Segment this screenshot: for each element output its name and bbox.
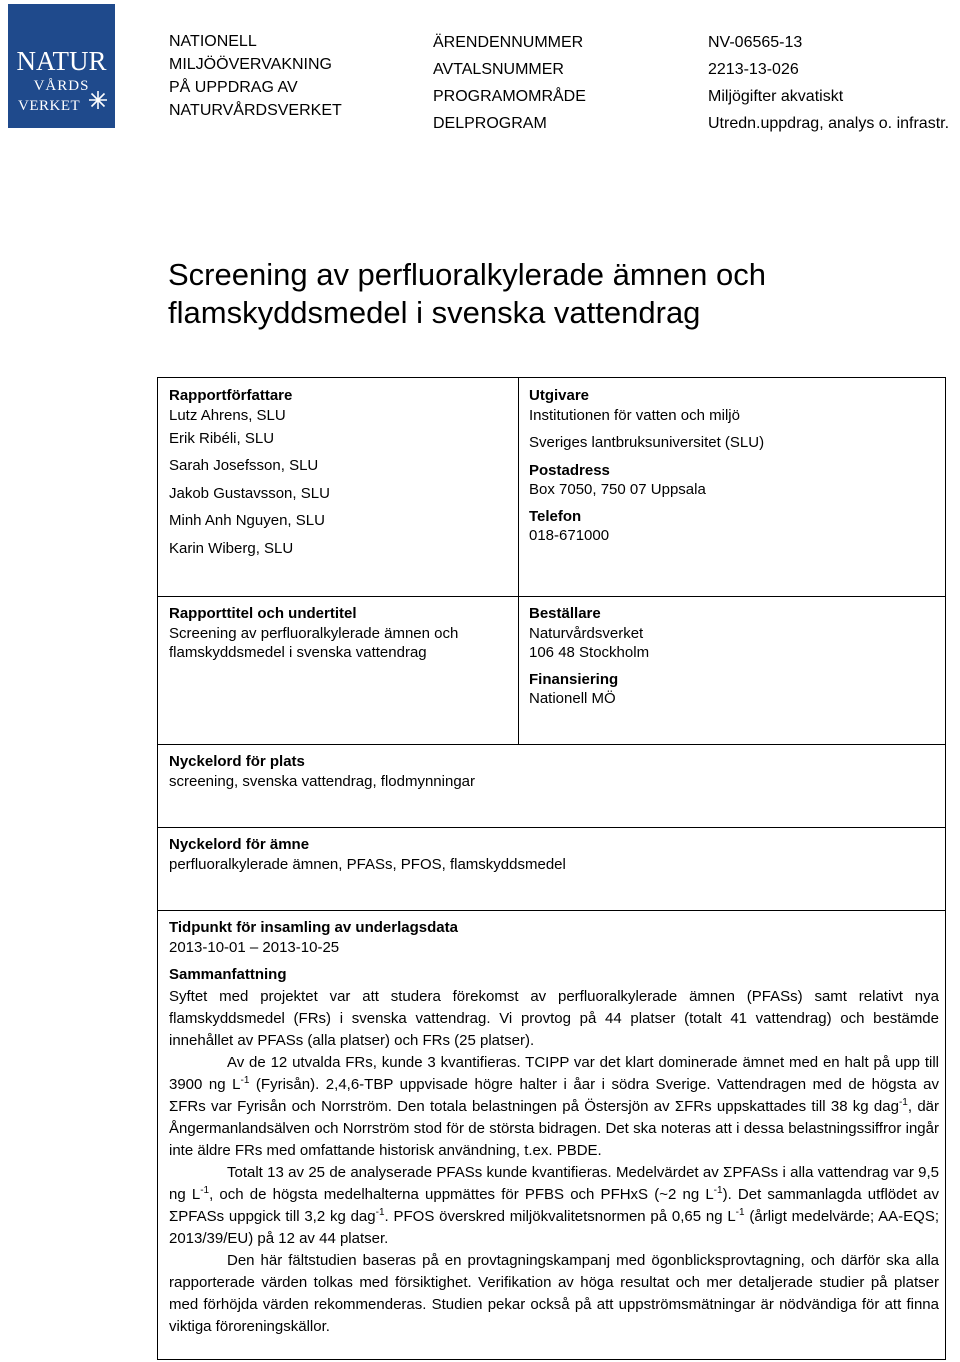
client-line: 106 48 Stockholm: [529, 644, 650, 661]
logo-line-2: VÅRDS: [33, 78, 90, 94]
address-label: Postadress: [529, 461, 610, 479]
header-label-program-area: PROGRAMOMRÅDE: [433, 88, 586, 105]
summary-text: Totalt 13 av 25 de analyserade PFASs kunde kvantifieras. Medelvärdet av ΣPFASs i alla vattendrag var 9,5 ng L: [169, 1164, 939, 1203]
client-section: [529, 604, 649, 709]
report-title-line-1: Screening av perfluoralkylerade ämnen och: [168, 257, 766, 292]
author-name: Jakob Gustavsson, SLU: [169, 484, 330, 502]
summary-paragraph: [169, 1250, 939, 1338]
phone-value: 018-671000: [529, 527, 610, 544]
header-label-contract-number: AVTALSNUMMER: [433, 61, 564, 78]
header-label-case-number: ÄRENDENNUMMER: [433, 34, 584, 51]
summary-text: (Fyrisån). 2,4,6-TBP uppvisade högre halter i åar i södra Sverige. Vattendragen med de högsta av ΣFRs var Fyrisån och Norrström. Den totala belastningen på Östersjön av ΣFRs uppskattades till 38 kg dag: [169, 1076, 939, 1115]
summary-text: Syftet med projektet var att studera förekomst av perfluoralkylerade ämnen (PFASs) samt relativt nya flamskyddsmedel (FRs) i svenska vattendrag. Vi provtog på 44 platser (totalt 41 vattendrag) och bestämde innehållet av PFASs (alla platser) och FRs (25 platser).: [169, 988, 939, 1049]
summary-text: ). Det sammanlagda utflödet av ΣPFASs uppgick till 3,2 kg dag: [169, 1186, 939, 1225]
crest-star-icon: [88, 90, 108, 110]
keywords-place-section: [169, 752, 475, 791]
author-name: Lutz Ahrens, SLU: [169, 406, 286, 424]
header-org-line: NATURVÅRDSVERKET: [169, 102, 342, 119]
superscript: -1: [713, 1185, 723, 1196]
author-name: Minh Anh Nguyen, SLU: [169, 512, 325, 529]
row-divider: [158, 596, 945, 597]
report-title-value: flamskyddsmedel i svenska vattendrag: [169, 644, 427, 661]
collection-period-label: Tidpunkt för insamling av underlagsdata: [169, 919, 458, 936]
header-value-program-area: Miljögifter akvatiskt: [708, 88, 844, 105]
summary-text: . PFOS överskred miljökvalitetsnormen på 0,65 ng L: [384, 1208, 736, 1225]
column-divider: [518, 378, 519, 745]
row-divider: [158, 744, 945, 745]
report-title-label: Rapporttitel och undertitel: [169, 605, 357, 622]
client-label: Beställare: [529, 605, 601, 622]
summary-text: (årligt medelvärde; AA-EQS; 2013/39/EU) på 12 av 44 platser.: [169, 1208, 939, 1247]
keywords-place-value: screening, svenska vattendrag, flodmynningar: [169, 772, 476, 790]
publisher-label: Utgivare: [529, 387, 590, 404]
header-label-subprogram: DELPROGRAM: [433, 115, 547, 132]
keywords-subject-section: [169, 835, 566, 874]
collection-period-value: 2013-10-01 – 2013-10-25: [169, 938, 340, 956]
report-info-box: [157, 377, 946, 1360]
publisher-section: [529, 386, 764, 546]
summary-paragraph: [169, 1162, 939, 1250]
header-value-contract-number: 2213-13-026: [708, 61, 799, 78]
funding-value: Nationell MÖ: [529, 690, 616, 707]
author-name: Erik Ribéli, SLU: [169, 429, 275, 447]
author-name: Sarah Josefsson, SLU: [169, 457, 319, 474]
header-field-values: [708, 29, 949, 137]
authors-label: Rapportförfattare: [169, 387, 293, 404]
summary-text: , och de högsta medelhalterna uppmättes för PFBS och PFHxS (~2 ng L: [209, 1186, 714, 1203]
authors-section: [169, 386, 330, 562]
header-value-case-number: NV-06565-13: [708, 34, 803, 51]
address-value: Box 7050, 750 07 Uppsala: [529, 481, 706, 498]
keywords-place-label: Nyckelord för plats: [169, 753, 305, 770]
row-divider: [158, 827, 945, 828]
header-org-line: NATIONELL: [169, 33, 257, 50]
client-line: Naturvårdsverket: [529, 624, 644, 642]
superscript: -1: [200, 1185, 210, 1196]
publisher-line: Sveriges lantbruksuniversitet (SLU): [529, 434, 765, 451]
funding-label: Finansiering: [529, 670, 619, 688]
summary-text: Av de 12 utvalda FRs, kunde 3 kvantifieras. TCIPP var det klart dominerade ämnet med en halt på upp till 3900 ng L: [169, 1054, 939, 1093]
report-title-line-2: flamskyddsmedel i svenska vattendrag: [168, 295, 701, 330]
report-title-section: [169, 604, 458, 663]
superscript: -1: [735, 1207, 745, 1218]
summary-label: Sammanfattning: [169, 966, 287, 983]
summary-paragraph: [169, 986, 939, 1052]
superscript: -1: [240, 1075, 250, 1086]
keywords-subject-label: Nyckelord för ämne: [169, 836, 310, 853]
row-divider: [158, 910, 945, 911]
logo-line-1: NATUR: [16, 46, 107, 76]
summary-text: , där Ångermanlandsälven och Norrström stod för de största bidragen. Det ska noteras att i dessa belastningssiffror ingår inte äldre FRs med omfattande historisk användning, t.ex. PBDE.: [169, 1098, 939, 1159]
report-title: [168, 256, 766, 332]
summary-section: [169, 964, 939, 1338]
author-name: Karin Wiberg, SLU: [169, 539, 294, 557]
superscript: -1: [898, 1097, 908, 1108]
logo-line-3: VERKET: [18, 98, 81, 114]
superscript: -1: [375, 1207, 385, 1218]
summary-text: Den här fältstudien baseras på en provtagningskampanj med ögonblicksprovtagning, och därför ska alla rapporterade värden tolkas med försiktighet. Verifikation av höga resultat och mer detaljerade studier på platser med förhöjda värden rekommenderas. Studien pekar också på att uppströmsmätningar är nödvändiga för att finna viktiga föroreningskällor.: [169, 1252, 939, 1335]
report-title-value: Screening av perfluoralkylerade ämnen och: [169, 624, 459, 642]
naturvardsverket-logo: [8, 4, 115, 128]
header-value-subprogram: Utredn.uppdrag, analys o. infrastr.: [708, 115, 950, 132]
header-organization: [169, 30, 342, 122]
summary-paragraph: [169, 1052, 939, 1162]
header-org-line: PÅ UPPDRAG AV: [169, 79, 298, 96]
publisher-line: Institutionen för vatten och miljö: [529, 406, 740, 424]
phone-label: Telefon: [529, 507, 582, 525]
keywords-subject-value: perfluoralkylerade ämnen, PFASs, PFOS, flamskyddsmedel: [169, 855, 566, 873]
header-field-labels: [433, 29, 586, 137]
header-org-line: MILJÖÖVERVAKNING: [169, 56, 332, 73]
collection-period-section: [169, 918, 458, 957]
